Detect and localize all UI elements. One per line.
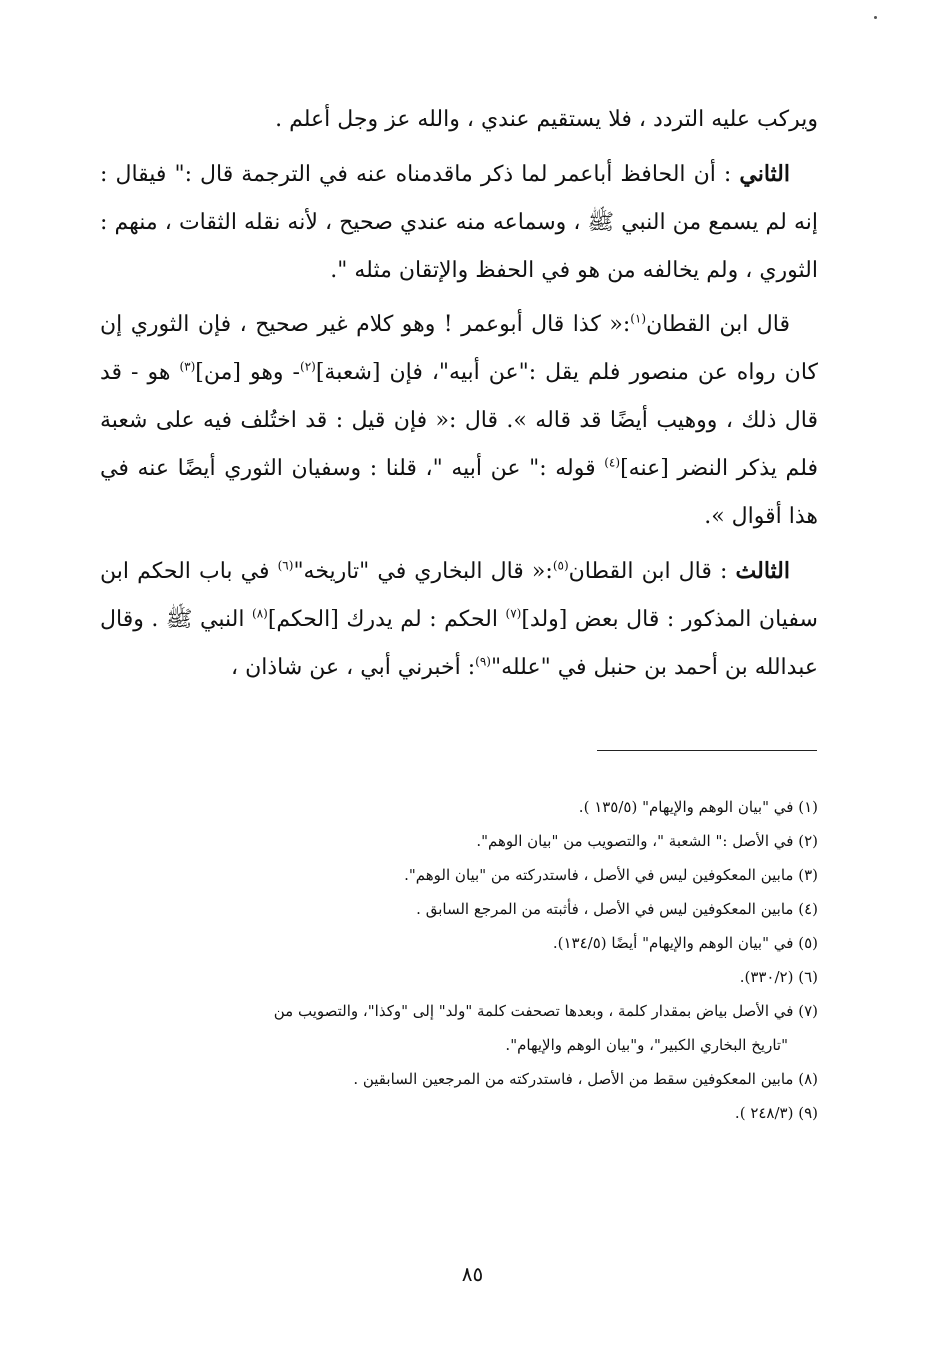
footnote-6: (٦) (٣٣٠/٢). (739, 968, 818, 986)
footnote-8: (٨) مابين المعكوفين سقط من الأصل ، فاستدركته من المرجعين السابقين . (353, 1070, 818, 1088)
paragraph-4 (100, 547, 818, 692)
footnote-ref-4: (٤) (604, 455, 621, 470)
section-label-second: الثاني (739, 161, 790, 187)
paragraph-1: ويركب عليه التردد ، فلا يستقيم عندي ، والله عز وجل أعلم . (275, 107, 818, 132)
footnote-ref-9: (٩) (475, 654, 491, 669)
footnote-7: (٧) في الأصل بياض بمقدار كلمة ، وبعدها تصحفت كلمة "ولد" إلى "وكذا"، والتصويب من (273, 1002, 818, 1020)
footnote-3: (٣) مابين المعكوفين ليس في الأصل ، فاستدركته من "بيان الوهم". (404, 866, 818, 884)
text-run: :« كذا قال أبوعمر ! وهو كلام غير صحيح ، فإن الثوري إن كان رواه عن منصور فلم يقل :"عن أبيه"، فإن [شعبة] (100, 312, 819, 385)
footnote-ref-7: (٧) (505, 606, 522, 621)
text-run: :« قال البخاري في "تاريخه" (293, 559, 553, 584)
text-run: هو - قد قال ذلك ، ووهيب أيضًا قد قاله ». قال :« فإن قيل : قد اختُلف فيه على شعبة فلم يذكر النضر [عنه] (100, 360, 818, 481)
footnote-ref-2: (٢) (300, 359, 316, 374)
scan-speck (874, 16, 877, 19)
paragraph-2-text: : أن الحافظ أباعمر لما ذكر ماقدمناه عنه في الترجمة قال :" فيقال : إنه لم يسمع من النبي ﷺ ، وسماعه منه عندي صحيح ، لأنه نقله الثقات ، منهم : الثوري ، ولم يخالفه من هو في الحفظ والإتقان مثله ". (100, 162, 818, 283)
footnote-1: (١) في "بيان الوهم والإيهام" (١٣٥/٥ ). (578, 798, 818, 816)
footnote-ref-3: (٣) (179, 359, 196, 374)
page-number: ٨٥ (461, 1262, 484, 1286)
main-text (100, 96, 818, 698)
footnote-4: (٤) مابين المعكوفين ليس في الأصل ، فأثبته من المرجع السابق . (416, 900, 818, 918)
paragraph-3 (100, 301, 818, 541)
footnote-9: (٩) (٢٤٨/٣ ). (734, 1104, 818, 1122)
text-run: قال ابن القطان (646, 312, 790, 337)
text-run: النبي ﷺ . وقال عبدالله بن أحمد بن حنبل في "علله" (100, 607, 818, 680)
paragraph-2 (100, 150, 818, 295)
footnote-5: (٥) في "بيان الوهم والإيهام" أيضًا (١٣٤/٥). (552, 934, 818, 952)
text-run: الحكم : لم يدرك [الحكم] (267, 607, 506, 632)
footnote-ref-1: (١) (630, 311, 647, 326)
footnote-ref-5: (٥) (552, 558, 569, 573)
footnote-7-continued: "تاريخ البخاري الكبير"، و"بيان الوهم والإيهام". (505, 1036, 788, 1054)
footnotes (100, 790, 818, 1130)
footnote-ref-8: (٨) (252, 606, 268, 621)
text-run: - وهو [من] (195, 360, 300, 385)
text-run: : قال ابن القطان (568, 559, 728, 584)
text-run: في باب الحكم ابن سفيان المذكور : قال بعض [ولد] (100, 559, 818, 632)
text-run: : أخبرني أبي ، عن شاذان ، (230, 655, 476, 680)
text-run: قوله :" عن أبيه "، قلنا : وسفيان الثوري أيضًا عنه في هذا أقوال ». (100, 456, 818, 529)
footnote-ref-6: (٦) (277, 558, 294, 573)
footnote-separator (597, 750, 817, 751)
section-label-third: الثالث (735, 558, 790, 584)
footnote-2: (٢) في الأصل :" الشعبة "، والتصويب من "بيان الوهم". (476, 832, 818, 850)
